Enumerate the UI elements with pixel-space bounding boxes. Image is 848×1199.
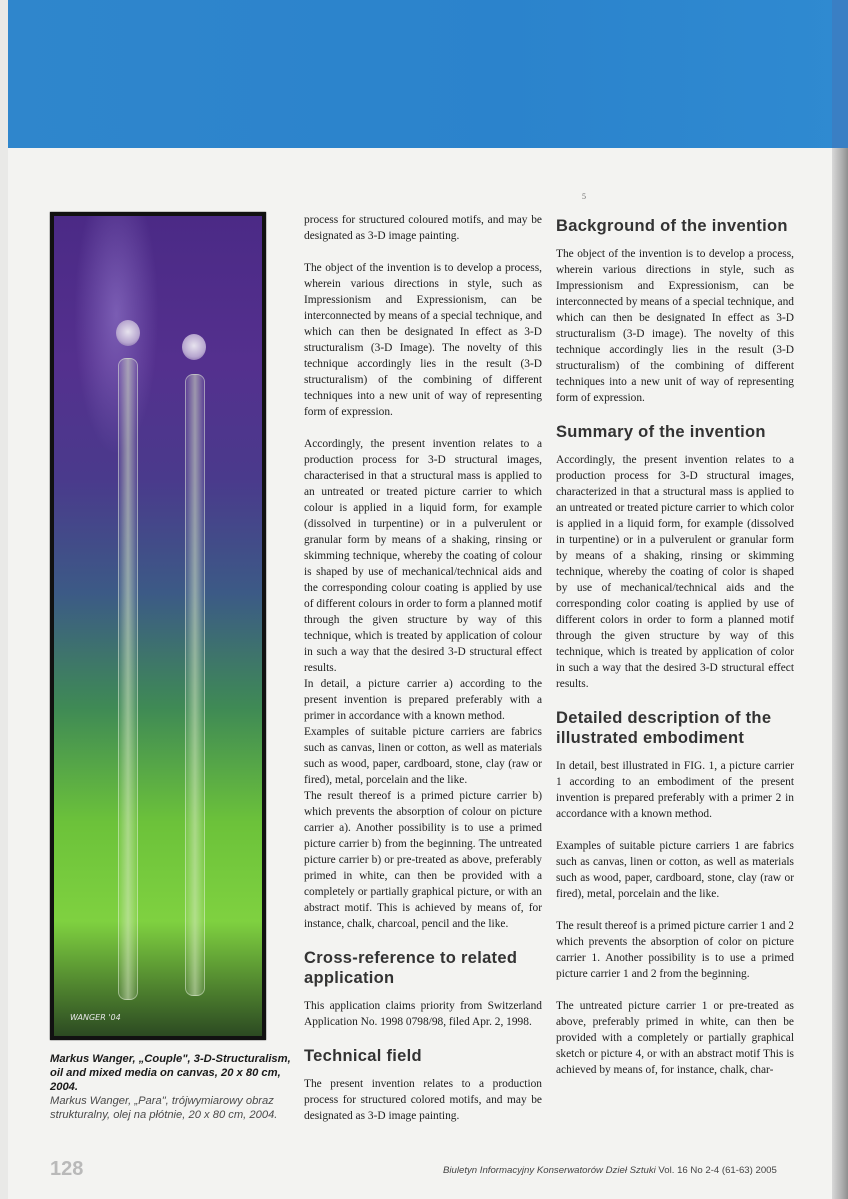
section-heading-detailed-description: Detailed description of the illustrated embodiment: [556, 709, 772, 747]
paragraph: The object of the invention is to develop a process, wherein various directions in style, such as Impressionism and Expressionism, can be interconnected by means of a special technique, and which can then be designated In effect as 3-D structuralism (3-D image). The novelty of this technique accordingly lies in the result (3-D structuralism) of the combining of different techniques into a new unit of way of representing form of expression.: [556, 248, 794, 404]
header-color-band: [0, 0, 848, 148]
painting-image: [50, 212, 266, 1040]
painting-head-left: [116, 320, 140, 346]
caption-polish: Markus Wanger, „Para", trójwymiarowy obraz strukturalny, olej na płótnie, 20 x 80 cm, 2004.: [50, 1095, 278, 1121]
paragraph: The untreated picture carrier 1 or pre-treated as above, preferably primed in white, can then be provided with a completely or partially graphical sketch or picture 4, or with an abstract motif This is achieved by means of, for instance, chalk, char-: [556, 1000, 794, 1076]
paragraph: In detail, best illustrated in FIG. 1, a picture carrier 1 according to an embodiment of the present invention is prepared preferably with a primer 2 in accordance with a known method.: [556, 760, 794, 820]
journal-title: Biuletyn Informacyjny Konserwatorów Dzieł Sztuki: [443, 1165, 656, 1176]
painting-head-right: [182, 334, 206, 360]
page-edge-shadow: [832, 0, 848, 1199]
paragraph: Examples of suitable picture carriers 1 are fabrics such as canvas, linen or cotton, as well as materials such as wood, paper, cardboard, stone, clay (raw or fired), metal, porcelain and the like.: [556, 840, 794, 900]
paragraph: Examples of suitable picture carriers are fabrics such as canvas, linen or cotton, as well as materials such as wood, paper, cardboard, stone, clay (raw or fired), metal, porcelain and the like.: [304, 726, 542, 786]
painting-figure-left: [118, 358, 138, 1000]
painting-canvas: [54, 216, 262, 1036]
section-heading-technical-field: Technical field: [304, 1047, 422, 1065]
page-number: 128: [50, 1158, 84, 1180]
paragraph: Accordingly, the present invention relates to a production process for 3-D structural images, characterized in that a structural mass is applied to an untreated or treated picture carrier to which color is applied in a liquid form, for example (dissolved in turpentine) or in a pulverulent or granular form by means of a shaking, rinsing or skimming technique, whereby the coating of color is shaped by use of mechanical/technical aids and the corresponding color coating is applied by use of different colors in order to form a planned motif through the given structure by way of this technique, which is treated by application of color in such a way that the desired 3-D structural effect results.: [556, 454, 794, 690]
page-edge-band: [832, 0, 848, 148]
section-heading-background: Background of the invention: [556, 217, 788, 235]
middle-column: [304, 212, 542, 1124]
section-heading-cross-reference: Cross-reference to related application: [304, 949, 518, 987]
page-mark: 5: [582, 192, 586, 201]
paragraph: This application claims priority from Switzerland Application No. 1998 0798/98, filed Apr. 2, 1998.: [304, 1000, 542, 1028]
paragraph: The object of the invention is to develop a process, wherein various directions in style, such as Impressionism and Expressionism, can be interconnected by means of a special technique, and which can then be designated In effect as 3-D structuralism (3-D Image). The novelty of this technique accordingly lies in the result (3-D structuralism) of the combining of different techniques into a new unit of way of representing form of expression.: [304, 262, 542, 418]
caption-english: Markus Wanger, „Couple", 3-D-Structuralism, oil and mixed media on canvas, 20 x 80 cm, 2004.: [50, 1053, 291, 1093]
journal-footer: [443, 1165, 798, 1176]
figure-caption: [50, 1052, 306, 1122]
paragraph: process for structured coloured motifs, and may be designated as 3-D image painting.: [304, 214, 542, 242]
paragraph: In detail, a picture carrier a) according to the present invention is prepared preferably with a primer in accordance with a known method.: [304, 678, 542, 722]
paragraph: The result thereof is a primed picture carrier b) which prevents the absorption of colour on picture carrier a). Another possibility is to use a primed picture carrier b) from the beginning. The untreated picture carrier b) or pre-treated as above, preferably primed in white, can then be provided with a completely or partially graphical picture, or with an abstract motif. This is achieved by means of, for instance, chalk, charcoal, pencil and the like.: [304, 790, 542, 930]
painting-figure-right: [185, 374, 205, 996]
painting-signature: WANGER '04: [70, 1013, 121, 1022]
paragraph: The result thereof is a primed picture carrier 1 and 2 which prevents the absorption of color on picture carrier 1. Another possibility is to use a primed picture carrier 1 and 2 from the beginning.: [556, 920, 794, 980]
section-heading-summary: Summary of the invention: [556, 423, 766, 441]
page-left-margin: [0, 0, 8, 1199]
right-column: [556, 210, 794, 1078]
paragraph: The present invention relates to a production process for structured colored motifs, and may be designated as 3-D image painting.: [304, 1078, 542, 1122]
journal-volume: Vol. 16 No 2-4 (61-63) 2005: [658, 1165, 777, 1176]
paragraph: Accordingly, the present invention relates to a production process for 3-D structural images, characterised in that a structural mass is applied to an untreated or treated picture carrier to which colour is applied in a liquid form, for example (dissolved in turpentine) or in a pulverulent or granular form by means of a shaking, rinsing or skimming technique, whereby the coating of colour is shaped by use of mechanical/technical aids and the corresponding colour coating is applied by use of different colours in order to form a planned motif through the given structure by way of this technique, which is treated by application of colour in such a way that the desired 3-D structural effect results.: [304, 438, 542, 674]
